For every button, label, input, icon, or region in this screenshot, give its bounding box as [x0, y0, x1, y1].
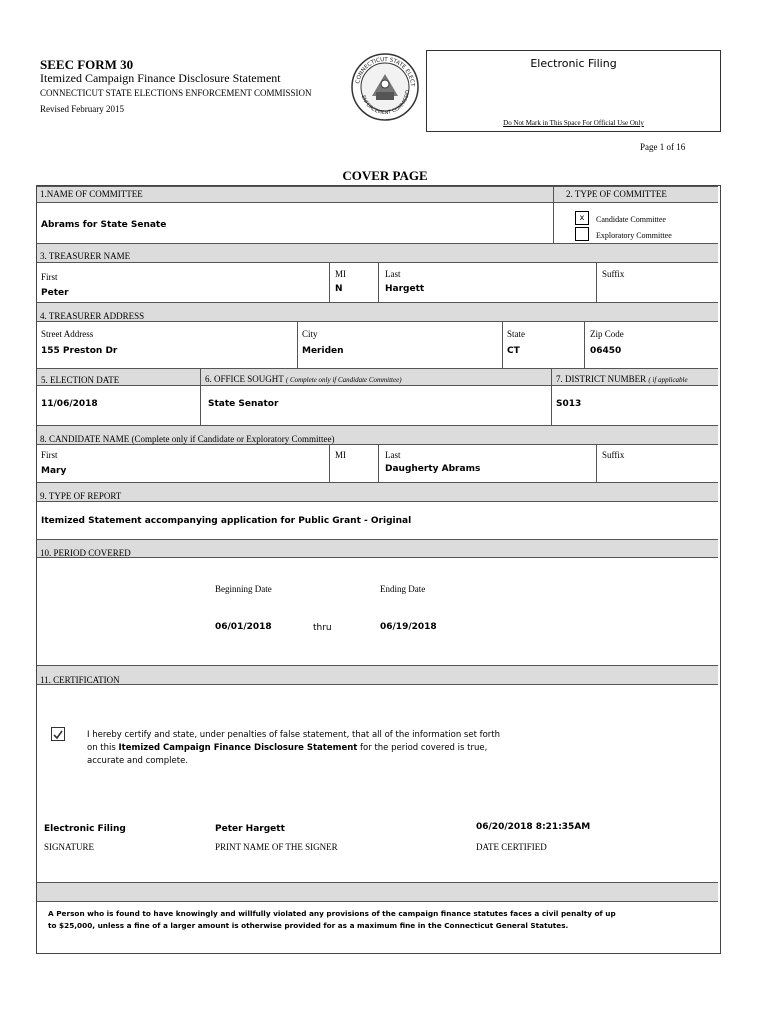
- treasurer-last-value[interactable]: Hargett: [385, 284, 425, 294]
- period-covered-label: 10. PERIOD COVERED: [40, 548, 131, 558]
- penalty-line2: to $25,000, unless a fine of a larger amount is otherwise provided for as a maximum fine in the Connecticut General Statutes.: [48, 921, 569, 930]
- thru-text: thru: [313, 623, 332, 633]
- certification-line2-bold: Itemized Campaign Finance Disclosure Statement: [118, 743, 358, 753]
- form-title: SEEC FORM 30: [40, 57, 134, 72]
- checkmark-icon: [52, 729, 64, 741]
- treasurer-mi-label: MI: [335, 269, 346, 279]
- candidate-committee-label: Candidate Committee: [596, 215, 666, 224]
- section-bar-certification: [37, 665, 718, 685]
- section-bar-period: [37, 539, 718, 558]
- committee-name-value[interactable]: Abrams for State Senate: [41, 220, 167, 230]
- divider: [329, 444, 330, 482]
- exploratory-committee-label: Exploratory Committee: [596, 231, 672, 240]
- district-number-note: ( if applicable: [648, 376, 688, 384]
- divider: [553, 186, 554, 243]
- zip-label: Zip Code: [590, 329, 624, 339]
- certification-line2-post: for the period covered is true,: [357, 743, 488, 753]
- page-number: Page 1 of 16: [640, 142, 686, 152]
- date-certified-value[interactable]: 06/20/2018 8:21:35AM: [476, 822, 591, 832]
- seal-text-top: CONNECTICUT STATE ELECT: [355, 56, 416, 87]
- candidate-suffix-label: Suffix: [602, 450, 625, 460]
- divider: [596, 444, 597, 482]
- report-type-value[interactable]: Itemized Statement accompanying application for Public Grant - Original: [41, 516, 412, 526]
- divider: [378, 262, 379, 302]
- state-label: State: [507, 329, 525, 339]
- penalty-notice: [48, 908, 708, 932]
- zip-value[interactable]: 06450: [590, 346, 622, 356]
- election-date-label: 5. ELECTION DATE: [41, 375, 120, 385]
- city-value[interactable]: Meriden: [302, 346, 344, 356]
- divider: [378, 444, 379, 482]
- committee-name-label: 1.NAME OF COMMITTEE: [40, 189, 143, 199]
- office-sought-note: ( Complete only if Candidate Committee): [285, 376, 402, 384]
- treasurer-first-value[interactable]: Peter: [41, 288, 69, 298]
- ending-date-value[interactable]: 06/19/2018: [380, 622, 437, 632]
- ending-date-label: Ending Date: [380, 584, 426, 594]
- certification-line1: I hereby certify and state, under penalties of false statement, that all of the information set forth: [87, 730, 501, 740]
- certification-line3: accurate and complete.: [87, 756, 189, 766]
- section-bar-treasurer-address: [37, 302, 718, 322]
- state-seal-icon: [350, 52, 420, 122]
- election-date-value[interactable]: 11/06/2018: [41, 399, 98, 409]
- form-subtitle: Itemized Campaign Finance Disclosure Statement: [40, 71, 281, 85]
- committee-type-label: 2. TYPE OF COMMITTEE: [566, 189, 667, 199]
- divider: [596, 262, 597, 302]
- beginning-date-label: Beginning Date: [215, 584, 272, 594]
- treasurer-address-label: 4. TREASURER ADDRESS: [40, 311, 145, 321]
- candidate-name-label: 8. CANDIDATE NAME (Complete only if Candidate or Exploratory Committee): [40, 434, 335, 444]
- official-use-note: Do Not Mark in This Space For Official Use Only: [503, 119, 644, 127]
- cover-page-title: COVER PAGE: [342, 168, 428, 183]
- commission-name: CONNECTICUT STATE ELECTIONS ENFORCEMENT COMMISSION: [40, 88, 312, 98]
- city-label: City: [302, 329, 318, 339]
- treasurer-first-label: First: [41, 272, 58, 282]
- signer-name-value[interactable]: Peter Hargett: [215, 824, 285, 834]
- bottom-shaded-bar: [37, 882, 718, 902]
- seal-text-bottom: ENFORCEMENT COMMISSIO: [359, 89, 412, 117]
- electronic-filing-title: Electronic Filing: [530, 57, 617, 70]
- exploratory-committee-checkbox[interactable]: [575, 227, 589, 241]
- certification-text: [87, 729, 557, 768]
- district-number-value[interactable]: S013: [556, 399, 582, 409]
- office-sought-title: 6. OFFICE SOUGHT: [205, 374, 284, 384]
- candidate-first-label: First: [41, 450, 58, 460]
- treasurer-last-label: Last: [385, 269, 401, 279]
- official-use-box: [426, 50, 721, 132]
- section-bar-treasurer-name: [37, 243, 718, 263]
- beginning-date-value[interactable]: 06/01/2018: [215, 622, 272, 632]
- date-certified-label: DATE CERTIFIED: [476, 842, 547, 852]
- signature-value[interactable]: Electronic Filing: [44, 824, 126, 834]
- district-number-label: [556, 374, 688, 384]
- signer-name-label: PRINT NAME OF THE SIGNER: [215, 842, 338, 852]
- street-value[interactable]: 155 Preston Dr: [41, 346, 118, 356]
- divider: [297, 321, 298, 368]
- certification-line2-pre: on this: [87, 743, 119, 753]
- section-bar-committee: [37, 186, 718, 203]
- divider: [200, 369, 201, 425]
- candidate-last-value[interactable]: Daugherty Abrams: [385, 464, 481, 474]
- divider: [551, 369, 552, 425]
- certification-label: 11. CERTIFICATION: [40, 675, 120, 685]
- report-type-label: 9. TYPE OF REPORT: [40, 491, 122, 501]
- office-sought-value[interactable]: State Senator: [208, 399, 279, 409]
- street-label: Street Address: [41, 329, 94, 339]
- divider: [502, 321, 503, 368]
- candidate-mi-label: MI: [335, 450, 346, 460]
- treasurer-suffix-label: Suffix: [602, 269, 625, 279]
- district-number-title: 7. DISTRICT NUMBER: [556, 374, 647, 384]
- state-value[interactable]: CT: [507, 346, 520, 356]
- divider: [329, 262, 330, 302]
- certification-line2: [87, 742, 557, 755]
- treasurer-mi-value[interactable]: N: [335, 284, 343, 294]
- section-bar-report-type: [37, 482, 718, 502]
- section-bar-candidate-name: [37, 425, 718, 445]
- revised-date: Revised February 2015: [40, 104, 124, 114]
- certify-checkbox[interactable]: [51, 727, 65, 741]
- office-sought-label: [205, 374, 402, 384]
- penalty-line1: A Person who is found to have knowingly and willfully violated any provisions of the campaign finance statutes faces a civil penalty of up: [48, 909, 616, 918]
- treasurer-name-label: 3. TREASURER NAME: [40, 251, 131, 261]
- candidate-committee-checkbox[interactable]: x: [575, 211, 589, 225]
- signature-label: SIGNATURE: [44, 842, 95, 852]
- divider: [584, 321, 585, 368]
- candidate-last-label: Last: [385, 450, 401, 460]
- candidate-first-value[interactable]: Mary: [41, 466, 67, 476]
